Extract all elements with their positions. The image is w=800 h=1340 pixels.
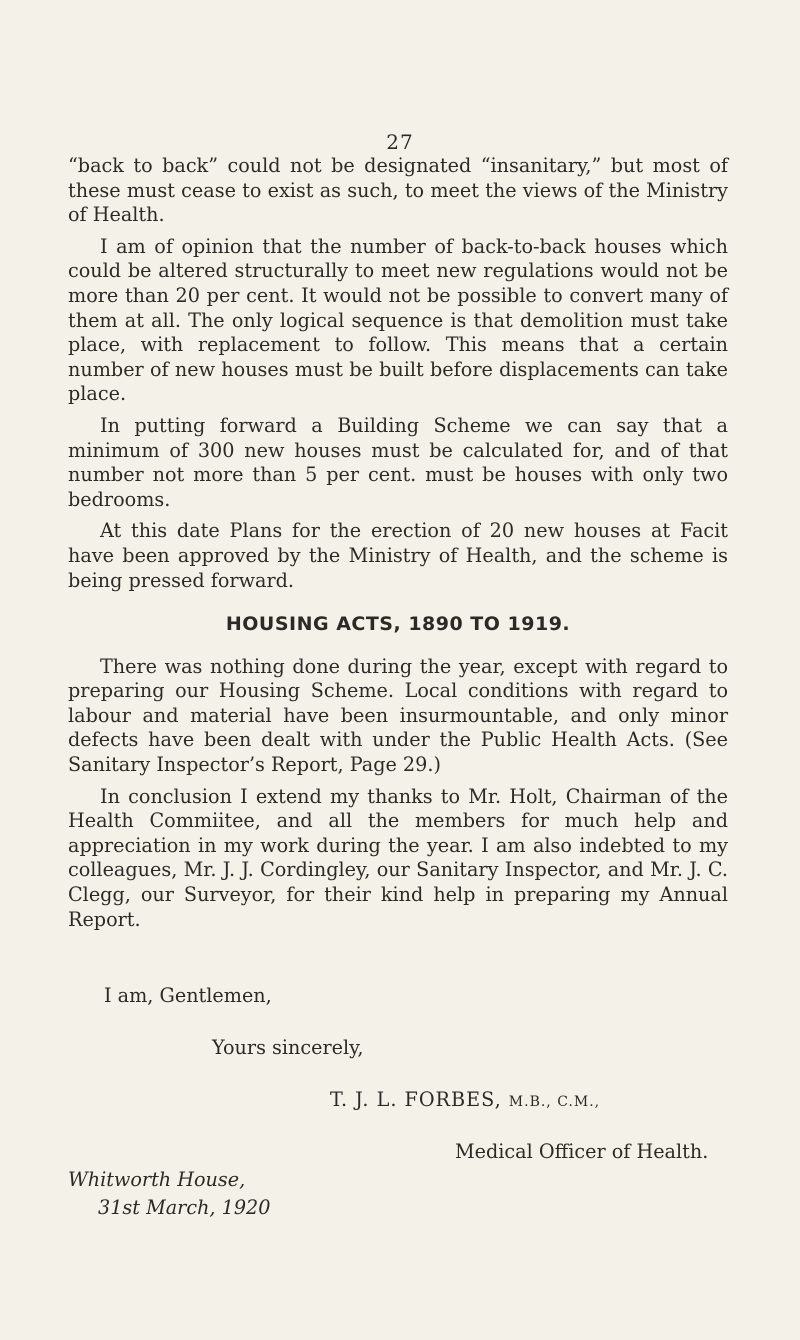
- date: 31st March, 1920: [98, 1196, 271, 1219]
- salutation: I am, Gentlemen,: [104, 984, 272, 1007]
- paragraph-structural-alteration: I am of opinion that the number of back-to-back houses which could be altered structurally to meet new regulations would not be more than 20 per cent. It would not be possible to convert many of them at all. The only logical sequence is that demolition must take place, with replacement to follow. This means that a certain number of new houses must be built before displacements can take place.: [68, 234, 728, 406]
- section-heading-housing-acts: HOUSING ACTS, 1890 TO 1919.: [225, 613, 571, 636]
- signature: [330, 1088, 800, 1111]
- signature-qualifications: M.B., C.M.,: [508, 1094, 601, 1110]
- signature-name: T. J. L. FORBES,: [330, 1088, 502, 1111]
- paragraph-conclusion: In conclusion I extend my thanks to Mr. Holt, Chairman of the Health Commiitee, and all the members for much help and appreciation in my work during the year. I am also indebted to my colleagues, Mr. J. J. Cordingley, our Sanitary Inspector, and Mr. J. C. Clegg, our Surveyor, for their kind help in preparing my Annual Report.: [68, 784, 728, 931]
- paragraph-building-scheme: In putting forward a Building Scheme we can say that a minimum of 300 new houses must be calculated for, and of that number not more than 5 per cent. must be houses with only two bedrooms.: [68, 413, 728, 511]
- page-number: 27: [386, 130, 414, 154]
- place: Whitworth House,: [68, 1168, 246, 1191]
- paragraph-facit-plans: At this date Plans for the erection of 20 new houses at Facit have been approved by the Ministry of Health, and the scheme is being pressed forward.: [68, 519, 728, 592]
- paragraph-back-to-back: “back to back” could not be designated “insanitary,” but most of these must cease to exist as such, to meet the views of the Ministry of Health.: [68, 154, 728, 227]
- signature-title: Medical Officer of Health.: [455, 1140, 709, 1163]
- paragraph-housing-year: There was nothing done during the year, except with regard to preparing our Housing Scheme. Local conditions with regard to labour and material have been insurmountable, and only minor defects have been dealt with under the Public Health Acts. (See Sanitary Inspector’s Report, Page 29.): [68, 654, 728, 777]
- valediction: Yours sincerely,: [212, 1036, 364, 1059]
- body-text: [68, 154, 728, 939]
